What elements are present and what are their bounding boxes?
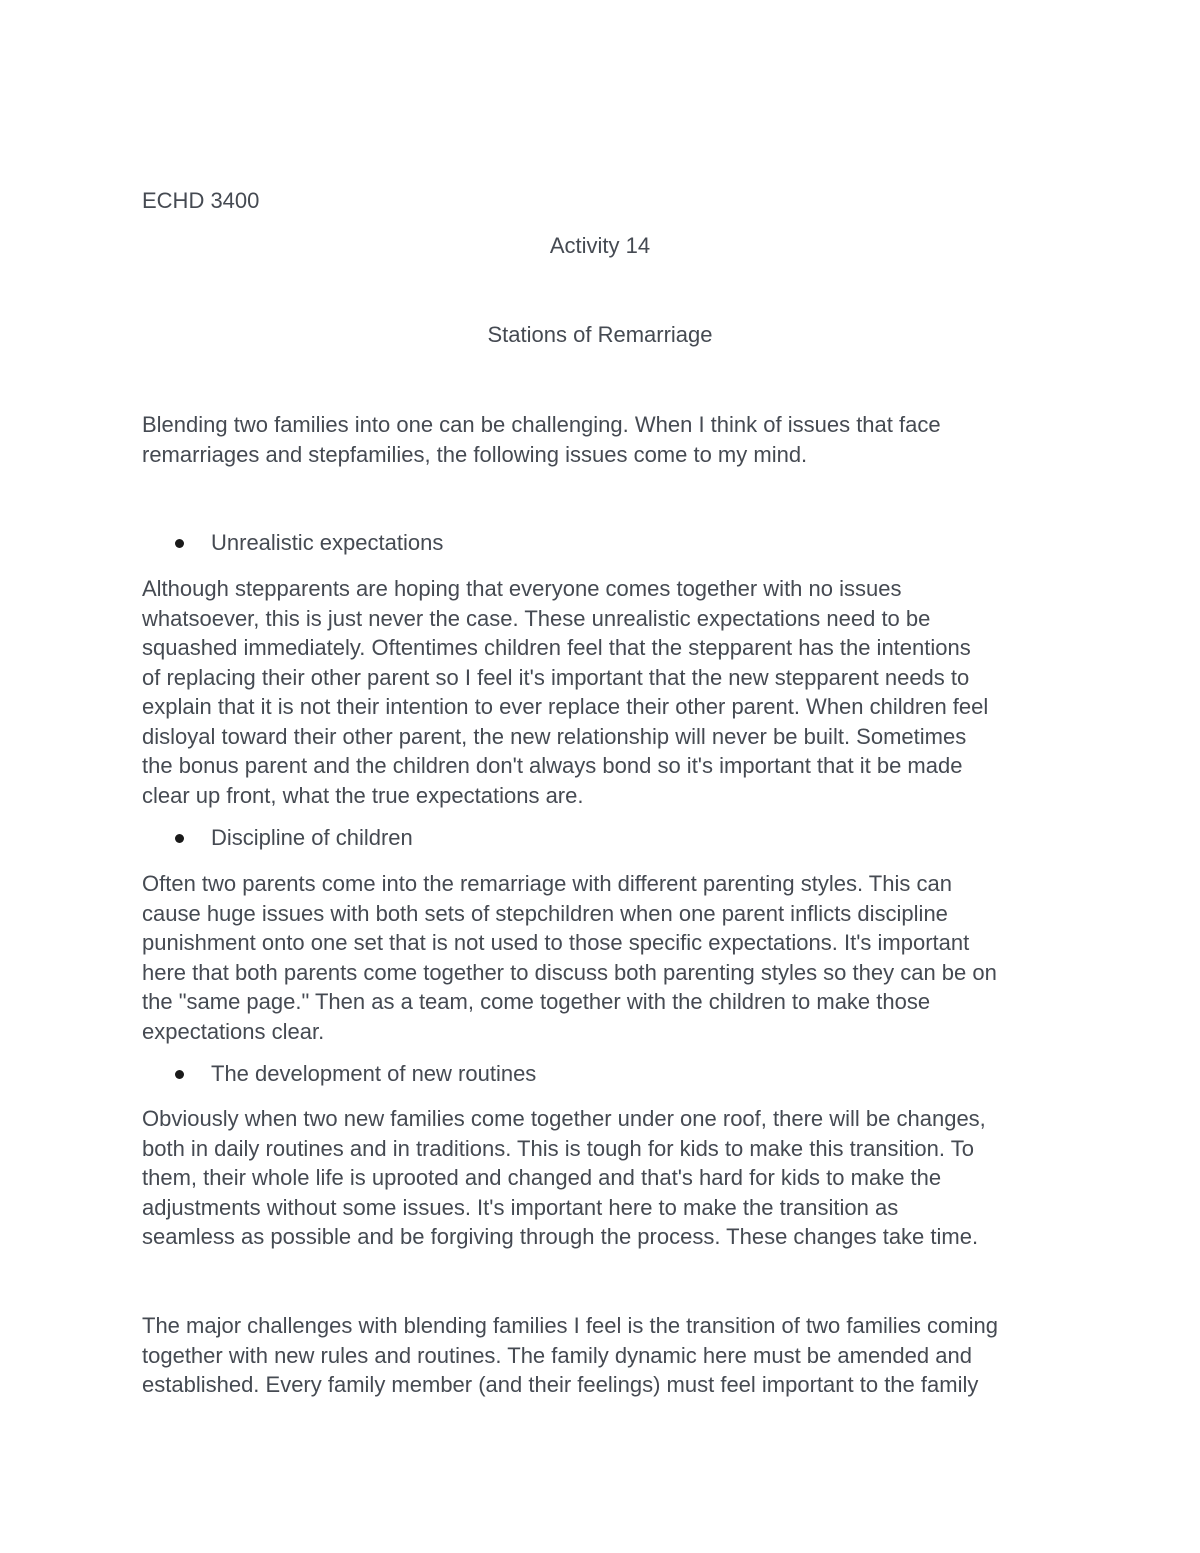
text-line: of replacing their other parent so I feel it's important that the new stepparent needs to [142, 664, 970, 690]
text-line: The major challenges with blending families I feel is the transition of two families coming [142, 1313, 998, 1338]
conclusion-paragraph [142, 1311, 1072, 1400]
bullet-icon [175, 539, 184, 548]
bullet-icon [175, 1070, 184, 1079]
text-line: the bonus parent and the children don't always bond so it's important that it be made [142, 753, 963, 778]
bullet-label: The development of new routines [211, 1061, 537, 1086]
text-line: disloyal toward their other parent, the new relationship will never be built. Sometimes [142, 723, 967, 749]
bullet-label: Discipline of children [211, 825, 413, 850]
text-line: here that both parents come together to discuss both parenting styles so they can be on [142, 959, 997, 985]
text-line: them, their whole life is uprooted and changed and that's hard for kids to make the [142, 1165, 942, 1190]
text-line: squashed immediately. Oftentimes children feel that the stepparent has the intentions [142, 635, 971, 660]
text-line: established. Every family member (and their feelings) must feel important to the family [142, 1372, 979, 1397]
bullet-label: Unrealistic expectations [211, 530, 444, 555]
text-line: whatsoever, this is just never the case. These unrealistic expectations need to be [142, 605, 931, 631]
activity-number: Activity 14 [549, 233, 651, 258]
intro-paragraph [142, 410, 1072, 469]
text-line: Blending two families into one can be challenging. When I think of issues that face [142, 412, 941, 437]
text-line: punishment onto one set that is not used to those specific expectations. It's important [142, 930, 970, 955]
bullet-icon [175, 834, 184, 843]
text-line: adjustments without some issues. It's important here to make the transition as [142, 1194, 899, 1220]
text-line: cause huge issues with both sets of stepchildren when one parent inflicts discipline [142, 900, 948, 926]
section-paragraph-expectations [142, 574, 1072, 810]
text-line: Although stepparents are hoping that everyone comes together with no issues [142, 576, 902, 601]
text-line: explain that it is not their intention to ever replace their other parent. When children feel [142, 694, 989, 719]
text-line: remarriages and stepfamilies, the following issues come to my mind. [142, 441, 808, 467]
text-line: Obviously when two new families come together under one roof, there will be changes, [142, 1106, 986, 1131]
document-title: Stations of Remarriage [487, 322, 713, 347]
text-line: Often two parents come into the remarriage with different parenting styles. This can [142, 871, 952, 896]
text-line: seamless as possible and be forgiving through the process. These changes take time. [142, 1224, 979, 1249]
course-code: ECHD 3400 [142, 188, 260, 213]
text-line: clear up front, what the true expectations are. [142, 782, 584, 808]
text-line: together with new rules and routines. The family dynamic here must be amended and [142, 1342, 972, 1368]
text-line: both in daily routines and in traditions. This is tough for kids to make this transition. To [142, 1135, 974, 1161]
text-line: expectations clear. [142, 1018, 325, 1044]
text-line: the "same page." Then as a team, come together with the children to make those [142, 989, 931, 1014]
section-paragraph-routines [142, 1104, 1072, 1252]
section-paragraph-discipline [142, 869, 1072, 1046]
